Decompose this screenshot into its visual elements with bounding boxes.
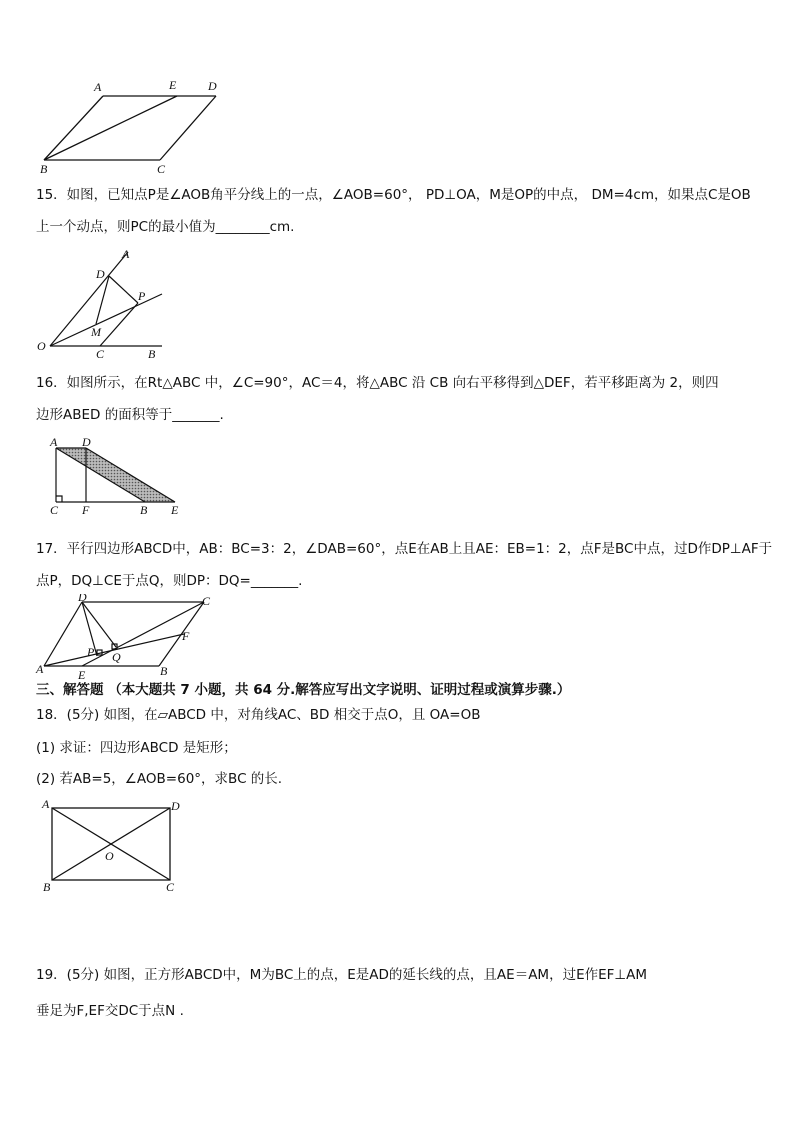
- figure-parallelogram-perpendiculars: [34, 594, 224, 684]
- label-d: D: [208, 79, 217, 93]
- figure-angle-bisector: [34, 244, 174, 364]
- label-f: F: [182, 629, 190, 643]
- question-17-line-1: 17．平行四边形ABCD中，AB：BC=3：2，∠DAB=60°，点E在AB上且AE：EB=1：2，点F是BC中点，过D作DP⊥AF于: [36, 541, 773, 557]
- section-3-heading: 三、解答题 （本大题共 7 小题，共 64 分.解答应写出文字说明、证明过程或演算步骤.）: [36, 682, 571, 698]
- label-e: E: [78, 668, 86, 682]
- label-a: A: [50, 436, 58, 449]
- question-16-line-2: 边形ABED 的面积等于_______.: [36, 407, 224, 423]
- label-p: P: [87, 645, 95, 659]
- label-c: C: [96, 347, 105, 361]
- label-b: B: [148, 347, 156, 361]
- question-15-line-2: 上一个动点，则PC的最小值为________cm.: [36, 219, 295, 235]
- label-a: A: [94, 80, 102, 94]
- label-f: F: [82, 503, 90, 517]
- label-d: D: [78, 594, 87, 604]
- label-d: D: [171, 799, 180, 813]
- question-19-line-1: 19．(5分) 如图，正方形ABCD中，M为BC上的点，E是AD的延长线的点，且AE＝AM，过E作EF⊥AM: [36, 967, 648, 983]
- label-c: C: [166, 880, 175, 894]
- label-o: O: [37, 339, 46, 353]
- figure-translated-triangle: [44, 436, 194, 520]
- question-18-part-2: (2) 若AB=5，∠AOB=60°，求BC 的长.: [36, 771, 283, 787]
- label-c: C: [202, 594, 211, 608]
- question-17-line-2: 点P，DQ⊥CE于点Q，则DP：DQ=_______.: [36, 573, 303, 589]
- label-b: B: [40, 162, 48, 176]
- label-d: D: [96, 267, 105, 281]
- label-p: P: [138, 289, 146, 303]
- label-a: A: [122, 247, 130, 261]
- label-a: A: [36, 662, 44, 676]
- label-a: A: [42, 797, 50, 811]
- label-e: E: [171, 503, 179, 517]
- label-b: B: [160, 664, 168, 678]
- question-18-part-1: (1) 求证：四边形ABCD 是矩形；: [36, 740, 237, 756]
- question-16-line-1: 16．如图所示，在Rt△ABC 中，∠C=90°，AC＝4，将△ABC 沿 CB 向右平移得到△DEF，若平移距离为 2，则四: [36, 375, 719, 391]
- figure-rectangle-diagonals: [38, 796, 188, 896]
- question-15-line-1: 15．如图，已知点P是∠AOB角平分线上的一点，∠AOB=60°， PD⊥OA，M是OP的中点， DM=4cm，如果点C是OB: [36, 187, 751, 203]
- label-m: M: [91, 325, 101, 339]
- label-q: Q: [112, 650, 121, 664]
- label-o: O: [105, 849, 114, 863]
- label-c: C: [157, 162, 166, 176]
- figure-parallelogram-abcd: [36, 76, 236, 176]
- label-c: C: [50, 503, 59, 517]
- label-b: B: [140, 503, 148, 517]
- label-d: D: [82, 436, 91, 449]
- question-19-line-2: 垂足为F,EF交DC于点N .: [36, 1003, 184, 1019]
- label-e: E: [169, 78, 177, 92]
- label-b: B: [43, 880, 51, 894]
- question-18-line-1: 18．(5分) 如图，在▱ABCD 中，对角线AC、BD 相交于点O，且 OA=OB: [36, 707, 481, 723]
